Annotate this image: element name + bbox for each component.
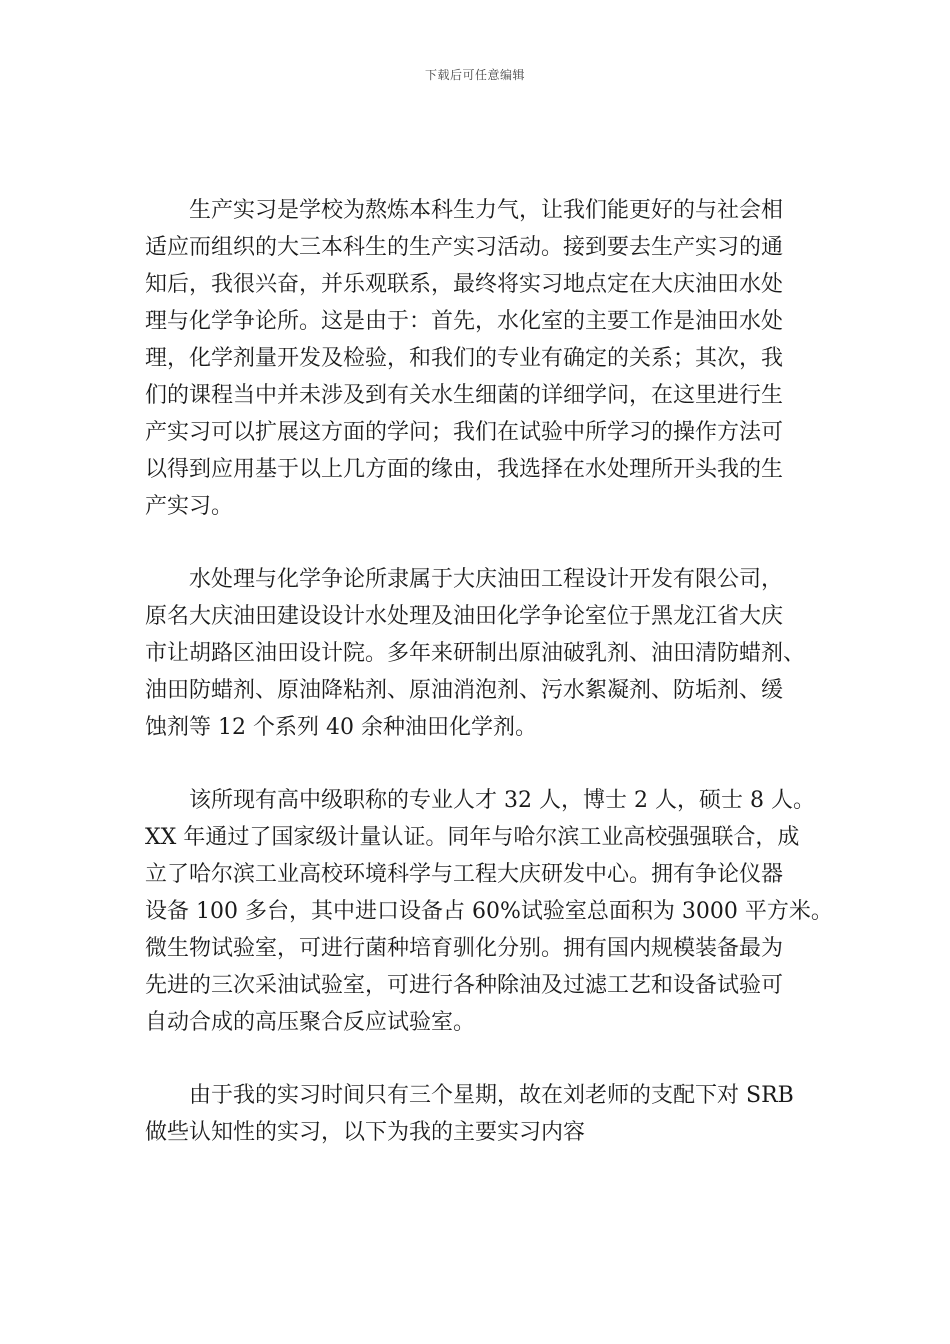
paragraph-line: 做些认知性的实习，以下为我的主要实习内容 <box>145 1120 586 1145</box>
paragraph-line: 设备 100 多台，其中进口设备占 60%试验室总面积为 3000 平方米。 <box>145 899 833 924</box>
paragraph-2 <box>145 561 825 746</box>
paragraph-4 <box>145 1077 825 1151</box>
document-body <box>145 192 833 1151</box>
paragraph-line: 理与化学争论所。这是由于：首先，水化室的主要工作是油田水处 <box>145 309 784 334</box>
paragraph-line: 自动合成的高压聚合反应试验室。 <box>145 1010 476 1035</box>
paragraph-line: 理，化学剂量开发及检验，和我们的专业有确定的关系；其次，我 <box>145 346 784 371</box>
paragraph-line: XX 年通过了国家级计量认证。同年与哈尔滨工业高校强强联合，成 <box>145 825 800 850</box>
paragraph-line: 生产实习是学校为熬炼本科生力气，让我们能更好的与社会相 <box>189 198 784 223</box>
header-note: 下载后可任意编辑 <box>424 68 525 82</box>
paragraph-line: 产实习可以扩展这方面的学问；我们在试验中所学习的操作方法可 <box>145 420 784 445</box>
paragraph-line: 以得到应用基于以上几方面的缘由，我选择在水处理所开头我的生 <box>145 457 784 482</box>
paragraph-line: 知后，我很兴奋，并乐观联系，最终将实习地点定在大庆油田水处 <box>145 272 784 297</box>
paragraph-line: 们的课程当中并未涉及到有关水生细菌的详细学问，在这里进行生 <box>145 383 784 408</box>
paragraph-line: 市让胡路区油田设计院。多年来研制出原油破乳剂、油田清防蜡剂、 <box>145 641 806 666</box>
paragraph-line: 先进的三次采油试验室，可进行各种除油及过滤工艺和设备试验可 <box>145 973 784 998</box>
paragraph-line: 立了哈尔滨工业高校环境科学与工程大庆研发中心。拥有争论仪器 <box>145 862 784 887</box>
paragraph-line: 该所现有高中级职称的专业人才 32 人，博士 2 人，硕士 8 人。 <box>189 788 815 813</box>
paragraph-line: 水处理与化学争论所隶属于大庆油田工程设计开发有限公司， <box>189 567 784 592</box>
paragraph-1 <box>145 192 825 525</box>
paragraph-line: 由于我的实习时间只有三个星期，故在刘老师的支配下对 SRB <box>189 1083 794 1108</box>
paragraph-line: 微生物试验室，可进行菌种培育驯化分别。拥有国内规模装备最为 <box>145 936 784 961</box>
paragraph-line: 蚀剂等 12 个系列 40 余种油田化学剂。 <box>145 715 537 740</box>
paragraph-line: 油田防蜡剂、原油降粘剂、原油消泡剂、污水絮凝剂、防垢剂、缓 <box>145 678 784 703</box>
paragraph-line: 适应而组织的大三本科生的生产实习活动。接到要去生产实习的通 <box>145 235 784 260</box>
paragraph-line: 原名大庆油田建设设计水处理及油田化学争论室位于黑龙江省大庆 <box>145 604 784 629</box>
paragraph-3 <box>145 782 833 1041</box>
paragraph-line: 产实习。 <box>145 494 234 519</box>
